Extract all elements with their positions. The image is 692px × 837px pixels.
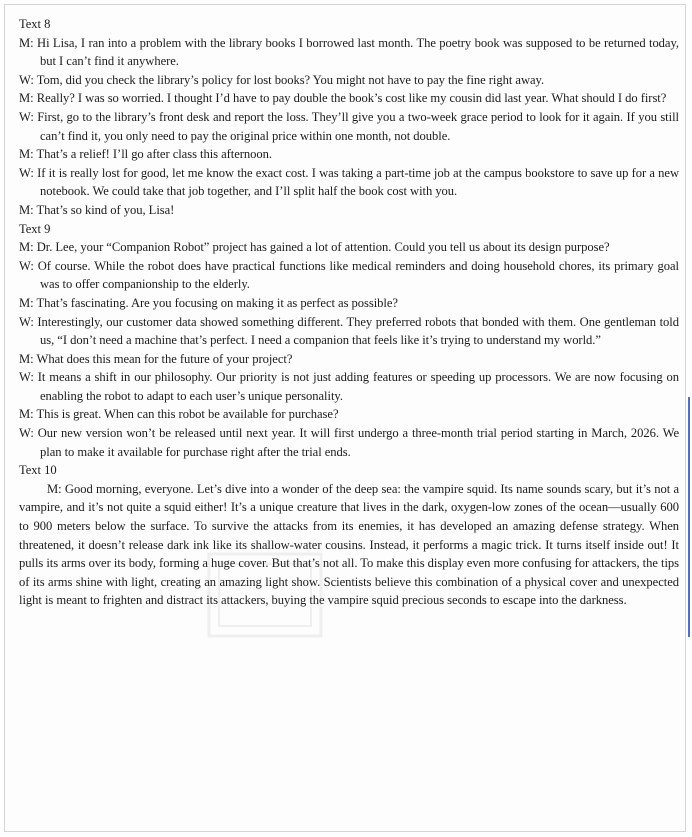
turn-text: It means a shift in our philosophy. Our priority is not just adding features or speeding up processors. We are now focusing on enabling the robot to adapt to each user’s unique personality. bbox=[37, 370, 679, 403]
dialogue-turn bbox=[19, 164, 679, 201]
speaker-label: W: bbox=[19, 370, 34, 385]
turn-text: Dr. Lee, your “Companion Robot” project has gained a lot of attention. Could you tell us about its design purpose? bbox=[36, 240, 610, 255]
speaker-label: M: bbox=[19, 35, 34, 50]
speaker-label: M: bbox=[19, 295, 34, 310]
section-heading: Text 10 bbox=[19, 463, 57, 478]
turn-text: Hi Lisa, I ran into a problem with the library books I borrowed last month. The poetry book was supposed to be returned today, but I can’t find it anywhere. bbox=[37, 35, 679, 69]
dialogue-turn bbox=[19, 71, 679, 90]
dialogue-turn bbox=[19, 368, 679, 405]
dialogue-turn bbox=[19, 238, 679, 257]
speaker-label: W: bbox=[19, 426, 34, 441]
turn-text: Of course. While the robot does have practical functions like medical reminders and doing household chores, its primary goal was to offer companionship to the elderly. bbox=[37, 258, 679, 292]
turn-text: If it is really lost for good, let me know the exact cost. I was taking a part-time job at the campus bookstore to save up for a new notebook. We could take that job together, and I’ll split half the book cost with you. bbox=[37, 165, 679, 199]
dialogue-turn bbox=[19, 424, 679, 461]
section-heading: Text 8 bbox=[19, 17, 51, 31]
dialogue-turn bbox=[19, 313, 679, 350]
turn-text: Really? I was so worried. I thought I’d have to pay double the book’s cost like my cousin did last year. What should I do first? bbox=[36, 91, 667, 106]
turn-text: Our new version won’t be released until next year. It will first undergo a three-month trial period starting in March, 2026. We plan to make it available for purchase right after the trial ends. bbox=[37, 426, 679, 459]
speaker-label: W: bbox=[19, 72, 34, 87]
speaker-label: W: bbox=[19, 109, 34, 124]
dialogue-turn bbox=[19, 34, 679, 71]
speaker-label: M: bbox=[19, 240, 34, 255]
turn-text: This is great. When can this robot be available for purchase? bbox=[36, 407, 339, 422]
turn-text: That’s so kind of you, Lisa! bbox=[36, 202, 175, 217]
dialogue-turn bbox=[19, 145, 679, 164]
dialogue-turn bbox=[19, 294, 679, 313]
speaker-label: W: bbox=[19, 258, 34, 273]
document-page bbox=[4, 4, 686, 832]
dialogue-turn bbox=[19, 257, 679, 294]
dialogue-turn bbox=[19, 89, 679, 108]
section-heading: Text 9 bbox=[19, 221, 51, 236]
speaker-label: W: bbox=[19, 165, 34, 180]
turn-text: First, go to the library’s front desk and report the loss. They’ll give you a two-week grace period to look for it again. If you still can’t find it, you only need to pay the original price within one month, not double. bbox=[37, 109, 679, 143]
monologue-paragraph: M: Good morning, everyone. Let’s dive into a wonder of the deep sea: the vampire squid. Its name sounds scary, but it’s not a vampire, and it’s not quite a squid either! It’s a unique creature that lives in the dark, oxygen-low zones of the ocean—usually 600 to 900 meters below the surface. To survive the attacks from its enemies, it has developed an amazing defense strategy. When threatened, it doesn’t release dark ink like its shallow-water cousins. Instead, it performs a magic trick. It turns itself inside out! It pulls its arms over its body, forming a huge cover. But that’s not all. To make this display even more confusing for attackers, the tips of its arms shine with light, creating an amazing light show. Scientists believe this combination of a physical cover and unexpected light is meant to frighten and distract its attackers, buying the vampire squid precious seconds to escape into the darkness. bbox=[19, 481, 680, 608]
dialogue-turn bbox=[19, 201, 679, 220]
turn-text: That’s fascinating. Are you focusing on making it as perfect as possible? bbox=[36, 295, 398, 310]
speaker-label: M: bbox=[19, 147, 34, 162]
turn-text: Tom, did you check the library’s policy for lost books? You might not have to pay the fine right away. bbox=[36, 72, 545, 87]
speaker-label: M: bbox=[19, 407, 34, 422]
turn-text: That’s a relief! I’ll go after class this afternoon. bbox=[36, 147, 273, 162]
turn-text: Interestingly, our customer data showed something different. They preferred robots that bonded with them. One gentleman told us, “I don’t need a machine that’s perfect. I need a companion that feels like it’s trying to understand my world.” bbox=[37, 314, 679, 348]
speaker-label: M: bbox=[19, 202, 34, 217]
speaker-label: M: bbox=[19, 91, 34, 106]
dialogue-turn bbox=[19, 405, 679, 424]
turn-text: What does this mean for the future of your project? bbox=[36, 351, 293, 366]
document-content bbox=[19, 15, 679, 610]
dialogue-turn bbox=[19, 108, 679, 145]
speaker-label: M: bbox=[19, 351, 34, 366]
scrollbar-thumb[interactable] bbox=[688, 397, 690, 637]
speaker-label: W: bbox=[19, 314, 34, 329]
dialogue-turn bbox=[19, 350, 679, 369]
